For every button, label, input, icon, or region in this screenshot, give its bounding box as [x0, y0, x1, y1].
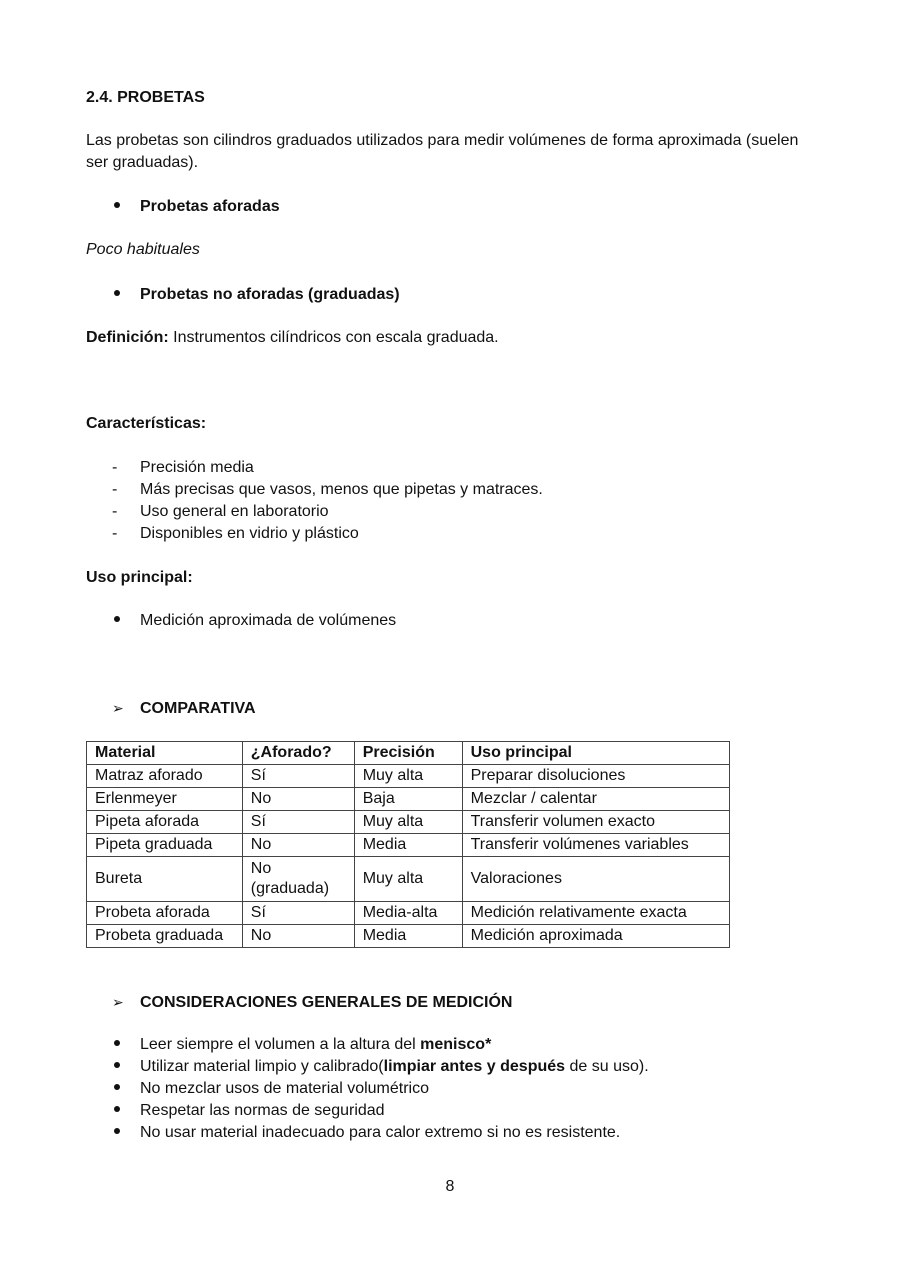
table-cell: Transferir volúmenes variables	[462, 834, 729, 857]
cell-line: (graduada)	[250, 880, 330, 897]
table-cell: Sí	[242, 902, 354, 925]
header-uso: Uso principal	[462, 742, 729, 765]
table-row	[87, 765, 730, 788]
table-cell: Probeta aforada	[87, 902, 243, 925]
bullet-dot-icon	[114, 1040, 120, 1046]
table-cell: Medición aproximada	[462, 925, 729, 948]
bullet-dot-icon	[114, 1106, 120, 1112]
consideraciones-heading	[112, 992, 512, 1013]
table-cell: Probeta graduada	[87, 925, 243, 948]
list-item	[112, 1057, 649, 1077]
table-cell: Pipeta aforada	[87, 811, 243, 834]
table-row	[87, 902, 730, 925]
arrow-bullet-icon: ➢	[112, 994, 124, 1010]
table-cell: Transferir volumen exacto	[462, 811, 729, 834]
list-item-bold: menisco*	[420, 1036, 492, 1053]
table-cell: Media	[354, 925, 462, 948]
header-material: Material	[87, 742, 243, 765]
bullet-probetas-no-aforadas	[112, 285, 400, 305]
list-item	[112, 1035, 491, 1055]
bullet-label: Probetas no aforadas (graduadas)	[140, 286, 400, 303]
table-cell: Sí	[242, 811, 354, 834]
list-item-text: Leer siempre el volumen a la altura del	[140, 1036, 421, 1053]
table-cell: Muy alta	[354, 857, 462, 902]
list-item-text: Uso general en laboratorio	[140, 503, 329, 520]
list-item-text: Respetar las normas de seguridad	[140, 1102, 385, 1119]
table-cell: Muy alta	[354, 811, 462, 834]
list-item-text: Medición aproximada de volúmenes	[140, 612, 397, 629]
table-cell: Medición relativamente exacta	[462, 902, 729, 925]
comparativa-table	[86, 741, 730, 948]
heading-label: COMPARATIVA	[140, 700, 256, 717]
table-cell: Valoraciones	[462, 857, 729, 902]
table-row	[87, 834, 730, 857]
list-item	[112, 1101, 385, 1121]
header-aforado: ¿Aforado?	[242, 742, 354, 765]
list-item: - Disponibles en vidrio y plástico	[112, 525, 359, 542]
table-cell: Pipeta graduada	[87, 834, 243, 857]
list-item-text: Disponibles en vidrio y plástico	[140, 525, 359, 542]
table-cell: No	[242, 788, 354, 811]
table-cell: Media-alta	[354, 902, 462, 925]
arrow-bullet-icon: ➢	[112, 700, 124, 716]
table-row	[87, 811, 730, 834]
table-cell: Mezclar / calentar	[462, 788, 729, 811]
uso-principal-heading: Uso principal:	[86, 569, 193, 586]
table-cell: Muy alta	[354, 765, 462, 788]
bullet-dot-icon	[114, 202, 120, 208]
list-item	[112, 611, 396, 631]
bullet-dot-icon	[114, 616, 120, 622]
list-item-text: Utilizar material limpio y calibrado(	[140, 1058, 384, 1075]
table-cell: No	[242, 925, 354, 948]
list-item-text: No mezclar usos de material volumétrico	[140, 1080, 429, 1097]
table-row	[87, 857, 730, 902]
table-cell: No	[242, 834, 354, 857]
list-item-text: No usar material inadecuado para calor extremo si no es resistente.	[140, 1124, 621, 1141]
table-cell: Baja	[354, 788, 462, 811]
bullet-label: Probetas aforadas	[140, 198, 280, 215]
table-cell	[242, 857, 354, 902]
definicion-paragraph	[86, 328, 499, 348]
cell-line: No	[250, 860, 272, 877]
definicion-label: Definición:	[86, 329, 169, 346]
intro-line-2: ser graduadas).	[86, 154, 199, 171]
list-item-text: Más precisas que vasos, menos que pipetas y matraces.	[140, 481, 543, 498]
bullet-dot-icon	[114, 1062, 120, 1068]
table-row	[87, 925, 730, 948]
list-item-text: Precisión media	[140, 459, 254, 476]
table-header-row	[87, 742, 730, 765]
list-item-bold: limpiar antes y después	[383, 1058, 566, 1075]
definicion-text: Instrumentos cilíndricos con escala graduada.	[168, 329, 499, 346]
list-item	[112, 1079, 429, 1099]
list-item	[112, 1123, 620, 1143]
list-item: - Más precisas que vasos, menos que pipetas y matraces.	[112, 481, 543, 498]
bullet-dot-icon	[114, 1084, 120, 1090]
table-cell: Matraz aforado	[87, 765, 243, 788]
page-number: 8	[445, 1178, 455, 1195]
table-cell: Erlenmeyer	[87, 788, 243, 811]
list-item: - Precisión media	[112, 459, 254, 476]
table-cell: Bureta	[87, 857, 243, 902]
intro-line-1: Las probetas son cilindros graduados utilizados para medir volúmenes de forma aproximada (suelen	[86, 132, 799, 149]
comparativa-heading	[112, 698, 256, 719]
table-cell: Media	[354, 834, 462, 857]
note-poco-habituales: Poco habituales	[86, 241, 200, 258]
table-cell: Sí	[242, 765, 354, 788]
section-title: 2.4. PROBETAS	[86, 89, 205, 106]
list-item-text: de su uso).	[565, 1058, 649, 1075]
heading-label: CONSIDERACIONES GENERALES DE MEDICIÓN	[140, 994, 513, 1011]
bullet-dot-icon	[114, 1128, 120, 1134]
caracteristicas-heading: Características:	[86, 415, 207, 432]
bullet-probetas-aforadas	[112, 197, 280, 217]
bullet-dot-icon	[114, 290, 120, 296]
list-item: - Uso general en laboratorio	[112, 503, 329, 520]
table-row	[87, 788, 730, 811]
table-cell: Preparar disoluciones	[462, 765, 729, 788]
header-precision: Precisión	[354, 742, 462, 765]
